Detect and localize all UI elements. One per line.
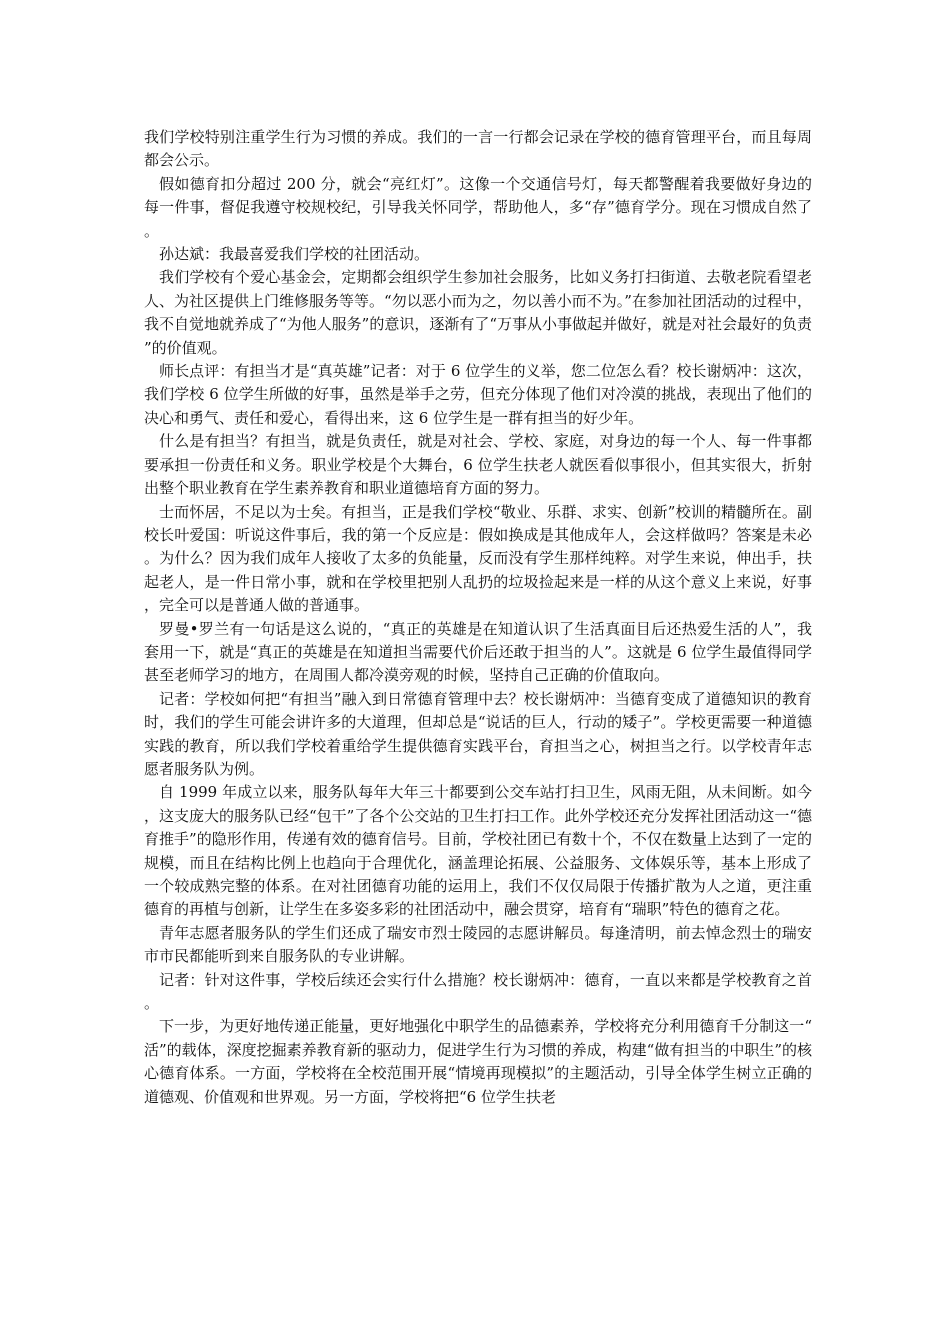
paragraph-reporter-question-2: 记者：针对这件事，学校后续还会实行什么措施？校长谢炳冲：德育，一直以来都是学校教育之首。 bbox=[144, 970, 812, 1013]
paragraph-responsibility: 什么是有担当？有担当，就是负责任，就是对社会、学校、家庭，对身边的每一个人、每一件事都要承担一份责任和义务。职业学校是个大舞台，6 位学生扶老人就医看似事很小，但其实很大，折射出整个职业教育在学生素养教育和职业道德培育方面的努力。 bbox=[144, 432, 812, 498]
paragraph-habits-intro: 我们学校特别注重学生行为习惯的养成。我们的一言一行都会记录在学校的德育管理平台，而且每周都会公示。 bbox=[144, 128, 812, 170]
paragraph-sun-dabin: 孙达斌：我最喜爱我们学校的社团活动。 bbox=[159, 245, 430, 264]
paragraph-teacher-comment: 师长点评：有担当才是“真英雄”记者：对于 6 位学生的义举，您二位怎么看？校长谢炳冲：这次，我们学校 6 位学生所做的好事，虽然是举手之劳，但充分体现了他们对冷漠的挑战，表现出了他们的决心和勇气、责任和爱心，看得出来，这 6 位学生是一群有担当的好少年。 bbox=[144, 362, 812, 427]
paragraph-reporter-question-1: 记者：学校如何把“有担当”融入到日常德育管理中去？校长谢炳冲：当德育变成了道德知识的教育时，我们的学生可能会讲许多的大道理，但却总是“说话的巨人，行动的矮子”。学校更需要一种道德实践的教育，所以我们学校着重给学生提供德育实践平台，育担当之心，树担当之行。以学校青年志愿者服务队为例。 bbox=[144, 689, 812, 778]
paragraph-volunteer-team: 自 1999 年成立以来，服务队每年大年三十都要到公交车站打扫卫生，风雨无阻，从未间断。如今，这支庞大的服务队已经“包干”了各个公交站的卫生打扫工作。此外学校还充分发挥社团活动这一“德育推手”的隐形作用，传递有效的德育信号。目前，学校社团已有数十个，不仅在数量上达到了一定的规模，而且在结构比例上也趋向于合理优化，涵盖理论拓展、公益服务、文体娱乐等，基本上形成了一个较成熟完整的体系。在对社团德育功能的运用上，我们不仅仅局限于传播扩散为人之道，更注重德育的再植与创新，让学生在多姿多彩的社团活动中，融会贯穿，培育有“瑞职”特色的德育之花。 bbox=[144, 783, 813, 919]
paragraph-school-motto: 士而怀居，不足以为士矣。有担当，正是我们学校“敬业、乐群、求实、创新”校训的精髓所在。副校长叶爱国：听说这件事后，我的第一个反应是：假如换成是其他成年人，会这样做吗？答案是未必。为什么？因为我们成年人接收了太多的负能量，反而没有学生那样纯粹。对学生来说，伸出手，扶起老人，是一件日常小事，就和在学校里把别人乱扔的垃圾捡起来是一样的从这个意义上来说，好事，完全可以是普通人做的普通事。 bbox=[144, 502, 812, 615]
paragraph-charity-fund: 我们学校有个爱心基金会，定期都会组织学生参加社会服务，比如义务打扫街道、去敬老院看望老人、为社区提供上门维修服务等等。“勿以恶小而为之，勿以善小而不为。”在参加社团活动的过程中，我不自觉地就养成了“为他人服务”的意识，逐渐有了“万事从小事做起并做好，就是对社会最好的负责”的价值观。 bbox=[144, 268, 813, 357]
paragraph-next-steps: 下一步，为更好地传递正能量，更好地强化中职学生的品德素养，学校将充分利用德育千分制这一“活”的载体，深度挖掘素养教育新的驱动力，促进学生行为习惯的养成，构建“做有担当的中职生”的核心德育体系。一方面，学校将在全校范围开展“情境再现模拟”的主题活动，引导全体学生树立正确的道德观、价值观和世界观。另一方面，学校将把“6 位学生扶老 bbox=[144, 1017, 813, 1106]
paragraph-martyrs-cemetery: 青年志愿者服务队的学生们还成了瑞安市烈士陵园的志愿讲解员。每逢清明，前去悼念烈士的瑞安市市民都能听到来自服务队的专业讲解。 bbox=[144, 923, 812, 966]
document-body bbox=[144, 126, 812, 1109]
paragraph-red-light: 假如德育扣分超过 200 分，就会“亮红灯”。这像一个交通信号灯，每天都警醒着我要做好身边的每一件事，督促我遵守校规校纪，引导我关怀同学，帮助他人，多“存”德育学分。现在习惯成自然了。 bbox=[144, 174, 812, 240]
paragraph-romain-rolland: 罗曼•罗兰有一句话是这么说的，“真正的英雄是在知道认识了生活真面目后还热爱生活的人”，我套用一下，就是“真正的英雄是在知道担当需要代价后还敢于担当的人”。这就是 6 位学生最值得同学甚至老师学习的地方，在周围人都冷漠旁观的时候，坚持自己正确的价值取向。 bbox=[144, 619, 812, 685]
